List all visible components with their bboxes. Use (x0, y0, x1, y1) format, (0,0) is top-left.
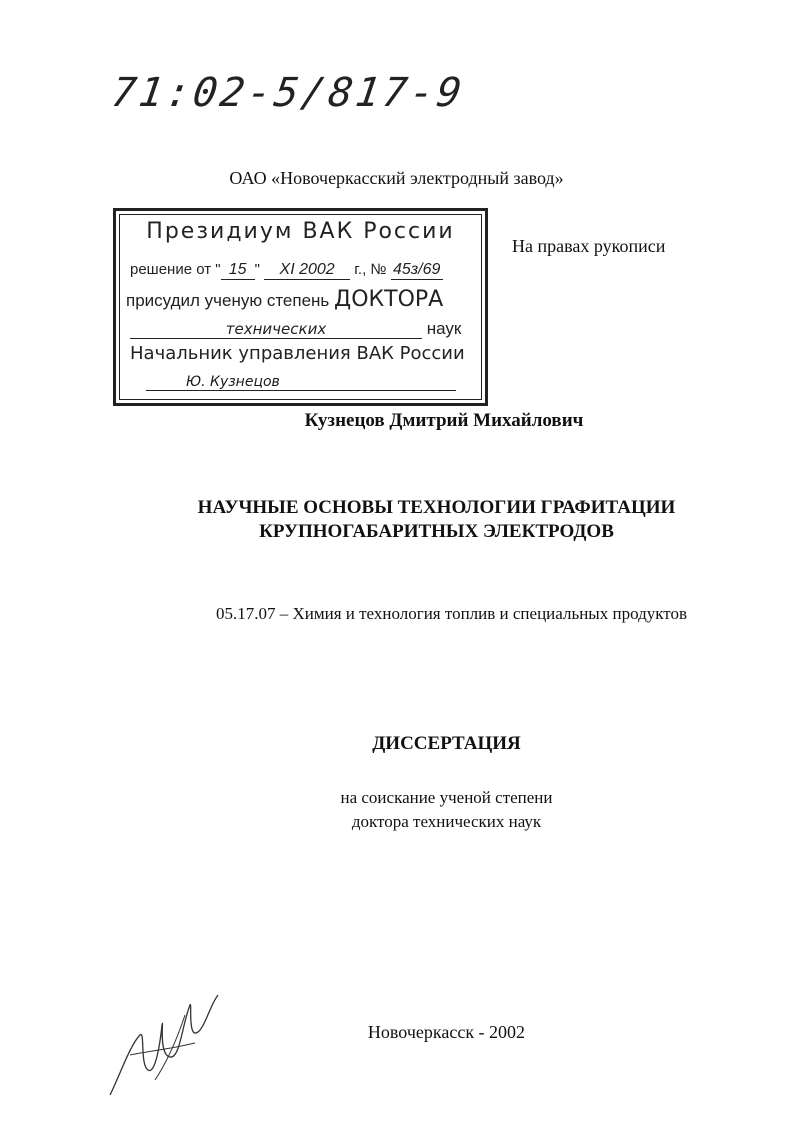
stamp-decision-line (130, 261, 443, 280)
author-name: Кузнецов Дмитрий Михайлович (304, 410, 584, 431)
stamp-decision-day: 15 (221, 261, 255, 280)
title-line-2: КРУПНОГАБАРИТНЫХ ЭЛЕКТРОДОВ (259, 521, 614, 542)
manuscript-rights: На правах рукописи (512, 236, 666, 256)
dissertation-title (0, 496, 793, 544)
stamp-field-suffix: наук (426, 319, 462, 338)
stamp-decision-sep: " (254, 261, 260, 278)
stamp-decision-number: 45з/69 (391, 261, 443, 280)
stamp-title: Президиум ВАК России (146, 219, 455, 244)
vak-stamp (113, 208, 488, 406)
city-year: Новочеркасск - 2002 (367, 1022, 526, 1042)
degree-line-1: на соискание ученой степени (340, 788, 553, 807)
stamp-signature-line (146, 371, 456, 391)
stamp-head-signature: Ю. Кузнецов (146, 374, 456, 391)
organization-name: ОАО «Новочеркасский электродный завод» (229, 168, 564, 188)
title-line-1: НАУЧНЫЕ ОСНОВЫ ТЕХНОЛОГИИ ГРАФИТАЦИИ (197, 497, 676, 518)
stamp-awarded-text: присудил ученую степень (126, 291, 330, 310)
degree-line-2: доктора технических наук (351, 812, 542, 831)
stamp-decision-year-suffix: г., № (354, 261, 387, 278)
stamp-field-handwritten: технических (130, 320, 422, 339)
stamp-head-title: Начальник управления ВАК России (130, 343, 465, 364)
stamp-awarded-line (126, 287, 443, 312)
stamp-decision-month-year: XI 2002 (264, 261, 350, 280)
document-type: ДИССЕРТАЦИЯ (372, 733, 521, 754)
stamp-field-line (130, 319, 461, 339)
stamp-degree: ДОКТОРА (334, 287, 444, 312)
stamp-decision-prefix: решение от " (130, 261, 221, 278)
degree-sought (0, 786, 793, 834)
specialty: 05.17.07 – Химия и технология топлив и специальных продуктов (215, 604, 687, 623)
author-signature (100, 985, 230, 1105)
archive-number: 71:02-5/817-9 (108, 70, 468, 116)
